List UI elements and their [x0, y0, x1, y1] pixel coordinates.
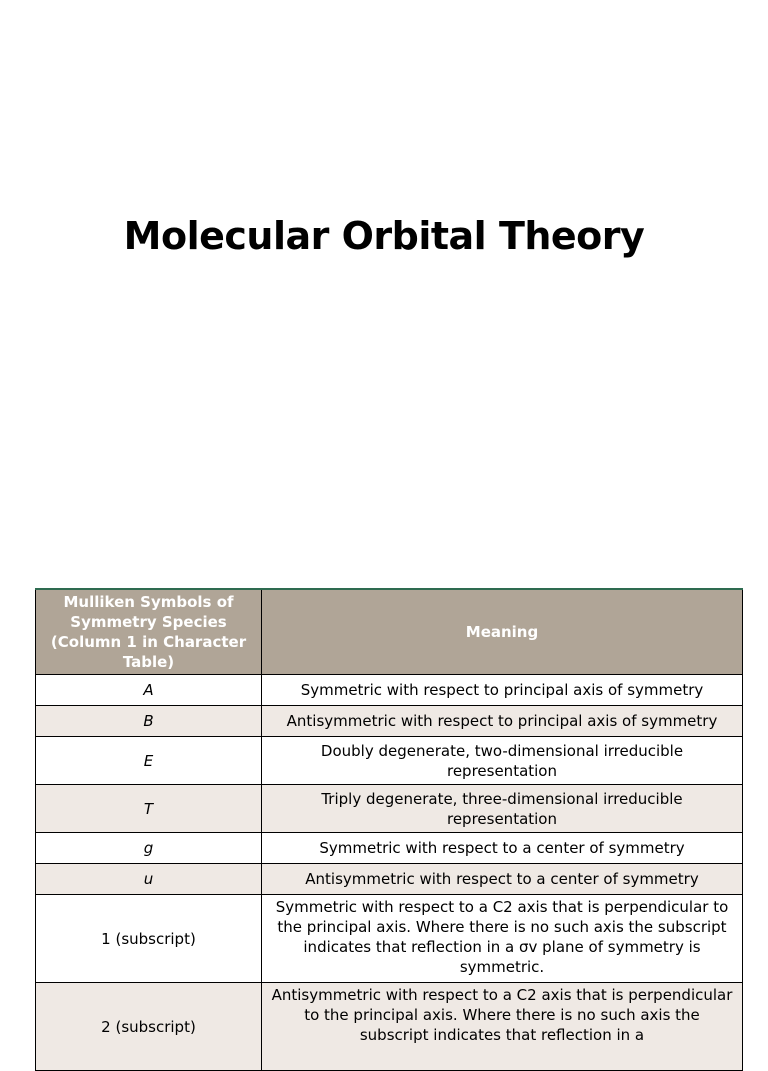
table-row [36, 864, 743, 895]
symbol-cell: 2 (subscript) [36, 983, 262, 1071]
table-row [36, 675, 743, 706]
meaning-cell: Symmetric with respect to principal axis of symmetry [262, 675, 743, 706]
symbol-cell: B [36, 706, 262, 737]
symbol-cell: g [36, 833, 262, 864]
symbol-cell: E [36, 737, 262, 785]
meaning-cell: Antisymmetric with respect to a center of symmetry [262, 864, 743, 895]
table-row [36, 785, 743, 833]
header-symbol: Mulliken Symbols of Symmetry Species (Column 1 in Character Table) [36, 589, 262, 675]
meaning-cell: Antisymmetric with respect to a C2 axis that is perpendicular to the principal axis. Where there is no such axis the subscript indicates that reflection in a [262, 983, 743, 1071]
meaning-cell: Triply degenerate, three-dimensional irreducible representation [262, 785, 743, 833]
table-row [36, 833, 743, 864]
symbol-cell: u [36, 864, 262, 895]
meaning-cell: Symmetric with respect to a C2 axis that is perpendicular to the principal axis. Where there is no such axis the subscript indicates that reflection in a σv plane of symmetry is symmetric. [262, 895, 743, 983]
table-row [36, 983, 743, 1071]
symbol-cell: T [36, 785, 262, 833]
table-row [36, 895, 743, 983]
table-row [36, 737, 743, 785]
table-header-row [36, 589, 743, 675]
header-meaning: Meaning [262, 589, 743, 675]
symbol-cell: A [36, 675, 262, 706]
symbol-cell: 1 (subscript) [36, 895, 262, 983]
meaning-cell: Symmetric with respect to a center of symmetry [262, 833, 743, 864]
meaning-cell: Antisymmetric with respect to principal axis of symmetry [262, 706, 743, 737]
mulliken-symbols-table [35, 588, 743, 1071]
page-title: Molecular Orbital Theory [123, 214, 645, 258]
table-row [36, 706, 743, 737]
meaning-cell: Doubly degenerate, two-dimensional irreducible representation [262, 737, 743, 785]
